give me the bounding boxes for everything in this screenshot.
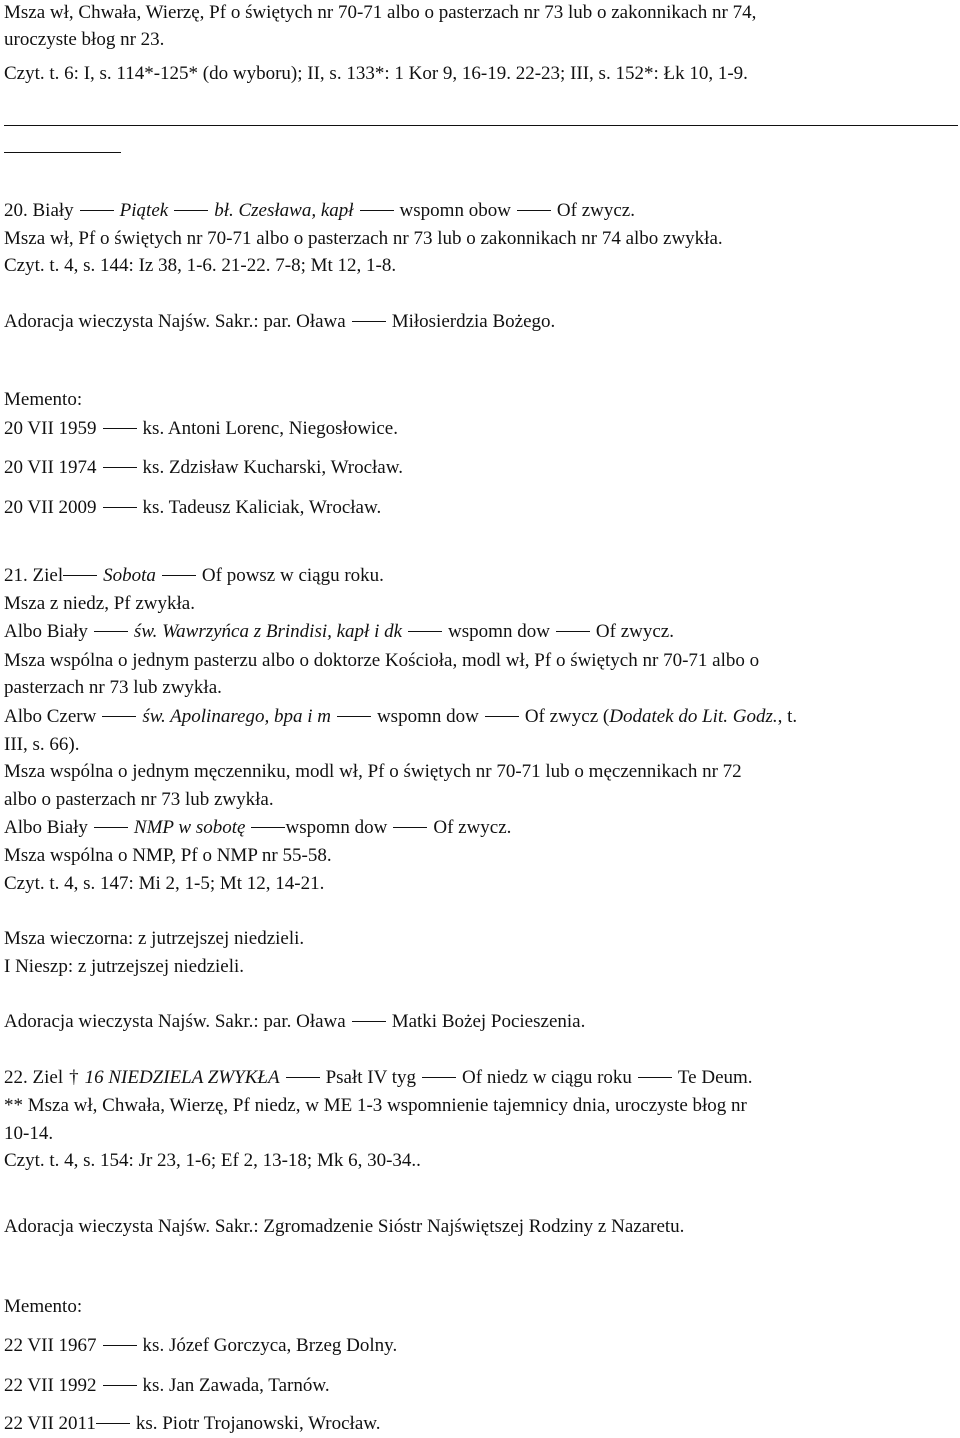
weekday: Sobota: [103, 565, 156, 586]
memento-label: Memento:: [4, 389, 83, 410]
day-color: Albo Biały: [4, 621, 88, 642]
day-color: 20. Biały: [4, 200, 74, 221]
te-deum: Te Deum.: [677, 1067, 753, 1088]
day-color: Albo Biały: [4, 817, 88, 838]
memento-entry: [4, 1333, 397, 1359]
saint-name: św. Wawrzyńca z Brindisi, kapł i dk: [133, 621, 403, 642]
readings-line: Czyt. t. 6: I, s. 114*-125* (do wyboru); II, s. 133*: 1 Kor 9, 16-19. 22-23; III, s. 152*: Łk 10, 1-9.: [4, 63, 748, 84]
weekday: Piątek: [119, 200, 169, 221]
text-line: 10-14.: [4, 1123, 54, 1144]
adoration-line: [4, 1009, 585, 1035]
option-line: [4, 704, 797, 730]
rank: wspomn dow: [448, 621, 550, 642]
memento-name: ks. Antoni Lorenc, Niegosłowice.: [142, 418, 398, 439]
book-title: Dodatek do Lit. Godz.: [609, 706, 778, 727]
text-line: uroczyste błog nr 23.: [4, 29, 165, 50]
text-line: III, s. 66).: [4, 734, 80, 755]
day-color: 22. Ziel: [4, 1067, 64, 1088]
adoration-line: [4, 309, 555, 335]
memento-name: ks. Tadeusz Kaliciak, Wrocław.: [142, 497, 382, 518]
memento-date: 22 VII 1967: [4, 1335, 97, 1356]
office: Of zwycz.: [556, 200, 635, 221]
memento-name: ks. Zdzisław Kucharski, Wrocław.: [142, 457, 403, 478]
rank: wspomn dow: [285, 817, 388, 838]
office: Of zwycz.: [433, 817, 512, 838]
office: Of zwycz.: [595, 621, 674, 642]
text-line: pasterzach nr 73 lub zwykła.: [4, 677, 222, 698]
text-line: Msza wspólna o jednym męczenniku, modl wł, Pf o świętych nr 70-71 lub o męczennikach nr 72: [4, 761, 742, 782]
day-21-heading: [4, 563, 384, 589]
rank: wspomn dow: [376, 706, 479, 727]
office: Of zwycz (: [524, 706, 610, 727]
day-color: Albo Czerw: [4, 706, 97, 727]
office: Of niedz w ciągu roku: [462, 1067, 632, 1088]
text-line: Msza wieczorna: z jutrzejszej niedzieli.: [4, 928, 305, 949]
horizontal-rule: [4, 125, 958, 126]
day-22-heading: [4, 1065, 753, 1091]
memento-name: ks. Piotr Trojanowski, Wrocław.: [135, 1413, 381, 1434]
memento-date: 20 VII 1959: [4, 418, 97, 439]
memento-name: ks. Jan Zawada, Tarnów.: [142, 1375, 330, 1396]
saint-name: św. Apolinarego, bpa i m: [142, 706, 331, 727]
text-line: albo o pasterzach nr 73 lub zwykła.: [4, 789, 274, 810]
readings-line: Czyt. t. 4, s. 147: Mi 2, 1-5; Mt 12, 14-21.: [4, 873, 325, 894]
text-line: Msza wspólna o jednym pasterzu albo o doktorze Kościoła, modl wł, Pf o świętych nr 70-71 albo o: [4, 650, 760, 671]
office: Of powsz w ciągu roku.: [201, 565, 384, 586]
text-line: Msza wł, Chwała, Wierzę, Pf o świętych nr 70-71 albo o pasterzach nr 73 lub o zakonnikach nr 74,: [4, 2, 757, 23]
memento-date: 22 VII 2011: [4, 1413, 96, 1434]
text-line: I Nieszp: z jutrzejszej niedzieli.: [4, 956, 245, 977]
readings-line: Czyt. t. 4, s. 154: Jr 23, 1-6; Ef 2, 13-18; Mk 6, 30-34..: [4, 1150, 421, 1171]
saint-name: NMP w sobotę: [133, 817, 246, 838]
memento-entry: [4, 1411, 381, 1437]
text-line: Msza z niedz, Pf zwykła.: [4, 593, 195, 614]
memento-entry: [4, 455, 403, 481]
option-line: [4, 619, 674, 645]
memento-label: Memento:: [4, 1296, 83, 1317]
memento-name: ks. Józef Gorczyca, Brzeg Dolny.: [142, 1335, 398, 1356]
memento-date: 22 VII 1992: [4, 1375, 97, 1396]
sunday-title: 16 NIEDZIELA ZWYKŁA: [84, 1067, 280, 1088]
adoration-parish: Miłosierdzia Bożego.: [391, 311, 556, 332]
option-line: [4, 815, 511, 841]
memento-date: 20 VII 2009: [4, 497, 97, 518]
memento-date: 20 VII 1974: [4, 457, 97, 478]
text-fragment: , t.: [777, 706, 798, 727]
adoration-place: Adoracja wieczysta Najśw. Sakr.: par. Oława: [4, 311, 346, 332]
readings-line: Czyt. t. 4, s. 144: Iz 38, 1-6. 21-22. 7-8; Mt 12, 1-8.: [4, 255, 397, 276]
memento-entry: [4, 1373, 330, 1399]
rank: wspomn obow: [399, 200, 511, 221]
text-line: Msza wł, Pf o świętych nr 70-71 albo o pasterzach nr 73 lub o zakonnikach nr 74 albo zwykła.: [4, 228, 723, 249]
memento-entry: [4, 416, 398, 442]
text-line: ** Msza wł, Chwała, Wierzę, Pf niedz, w ME 1-3 wspomnienie tajemnicy dnia, uroczyste błog nr: [4, 1095, 747, 1116]
saint-name: bł. Czesława, kapł: [214, 200, 354, 221]
adoration-place: Adoracja wieczysta Najśw. Sakr.: par. Oława: [4, 1011, 346, 1032]
day-color: 21. Ziel: [4, 565, 64, 586]
day-20-heading: [4, 198, 635, 224]
psalter-week: Psałt IV tyg: [325, 1067, 417, 1088]
adoration-line: Adoracja wieczysta Najśw. Sakr.: Zgromadzenie Sióstr Najświętszej Rodziny z Nazaretu.: [4, 1216, 685, 1237]
dagger-icon: †: [69, 1067, 79, 1088]
memento-entry: [4, 495, 381, 521]
horizontal-rule-short: [4, 152, 121, 153]
text-line: Msza wspólna o NMP, Pf o NMP nr 55-58.: [4, 845, 332, 866]
adoration-parish: Matki Bożej Pocieszenia.: [391, 1011, 586, 1032]
